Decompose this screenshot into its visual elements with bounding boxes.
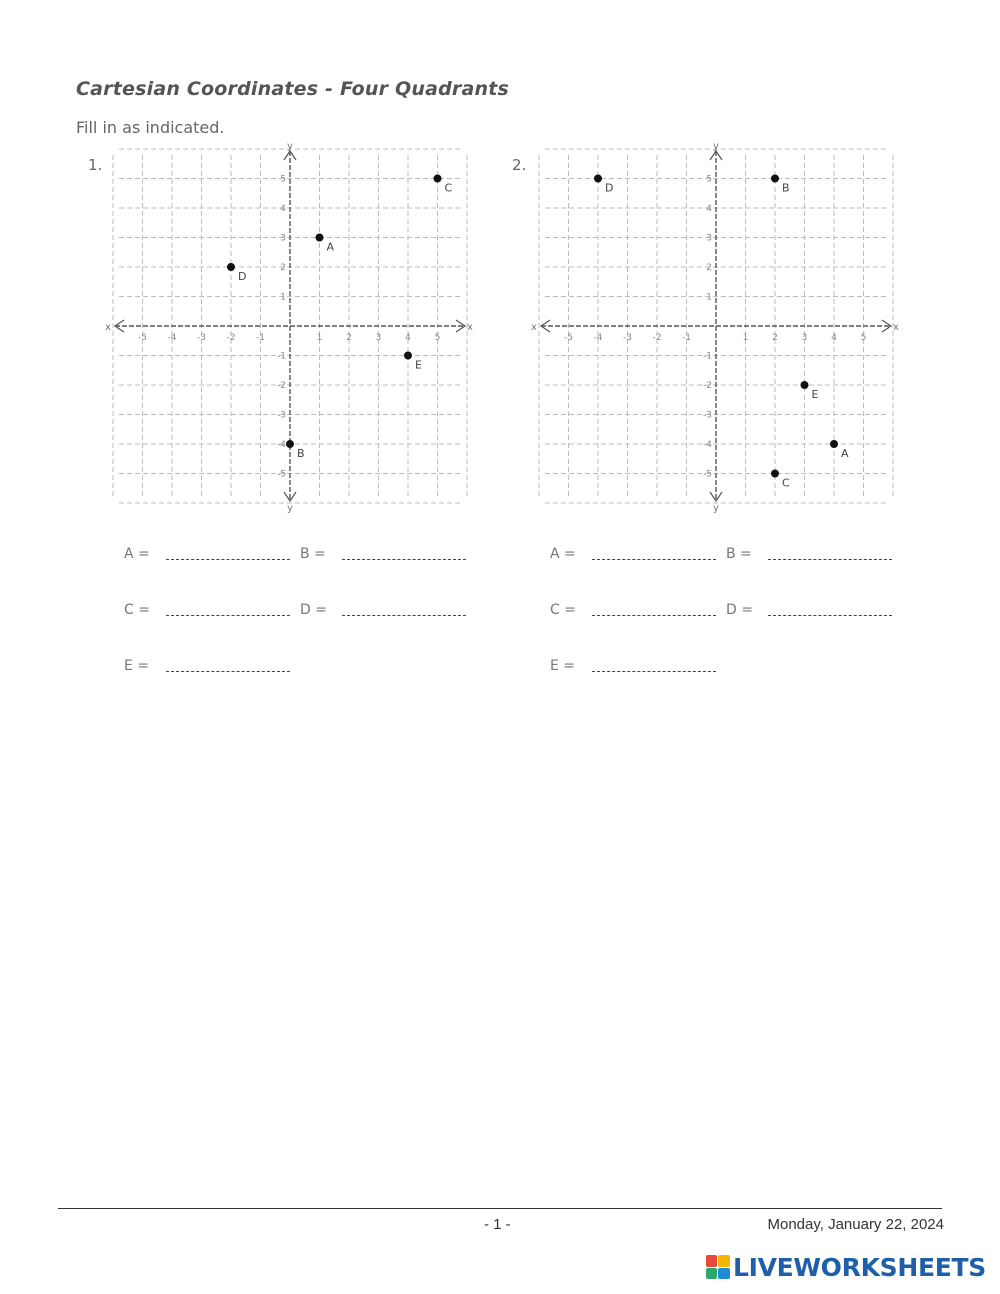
logo-square <box>706 1255 718 1267</box>
answer-label: D = <box>726 602 753 618</box>
x-tick-label: -3 <box>197 333 206 343</box>
y-tick-label: -2 <box>277 381 286 391</box>
y-tick-label: 2 <box>280 263 286 273</box>
y-tick-label: 4 <box>280 204 286 214</box>
logo-square <box>718 1255 730 1267</box>
y-tick-label: 5 <box>706 174 712 185</box>
footer-divider <box>58 1208 942 1209</box>
coordinate-grid-1 <box>104 141 474 524</box>
answer-d <box>300 602 342 618</box>
answer-blank-b[interactable] <box>342 559 466 560</box>
point-d <box>228 264 235 271</box>
problem-number-1: 1. <box>88 156 103 174</box>
answer-label: C = <box>124 602 150 618</box>
x-tick-label: 3 <box>801 333 808 343</box>
y-axis-label: y <box>713 141 719 152</box>
answer-blank-e[interactable] <box>166 671 290 672</box>
brand-name: LIVEWORKSHEETS <box>732 1252 986 1282</box>
answer-blank-c[interactable] <box>166 615 290 616</box>
problem-number-2: 2. <box>512 156 527 174</box>
y-tick-label: -2 <box>703 381 712 391</box>
answer-blank-c[interactable] <box>592 615 716 616</box>
point-label-a: A <box>326 240 335 254</box>
y-tick-label: -4 <box>277 440 286 450</box>
page-number: - 1 - <box>484 1216 511 1233</box>
y-tick-label: -5 <box>277 469 286 480</box>
answer-a <box>550 546 592 562</box>
x-axis-label: x <box>467 322 473 333</box>
answer-blank-e[interactable] <box>592 671 716 672</box>
point-d <box>595 175 602 182</box>
answer-label: E = <box>124 658 150 674</box>
answer-label: B = <box>300 546 326 562</box>
answer-blank-d[interactable] <box>342 615 466 616</box>
answer-label: D = <box>300 602 327 618</box>
answer-e <box>550 658 592 674</box>
point-b <box>287 441 294 448</box>
x-tick-label: -3 <box>623 333 632 343</box>
answer-label: B = <box>726 546 752 562</box>
y-tick-label: 4 <box>706 204 712 214</box>
point-label-d: D <box>605 181 614 195</box>
answer-label: A = <box>124 546 150 562</box>
point-label-e: E <box>811 388 819 401</box>
answer-blank-a[interactable] <box>592 559 716 560</box>
y-tick-label: 1 <box>706 292 712 303</box>
x-tick-label: -4 <box>167 333 177 343</box>
point-b <box>772 175 779 182</box>
y-tick-label: 3 <box>706 233 712 244</box>
y-tick-label: 3 <box>280 233 286 244</box>
point-a <box>831 441 838 448</box>
point-label-b: B <box>297 447 305 460</box>
point-e <box>405 352 412 359</box>
answer-blank-a[interactable] <box>166 559 290 560</box>
x-tick-label: -5 <box>564 333 573 343</box>
answer-b <box>726 546 768 562</box>
answer-c <box>550 602 592 618</box>
point-label-a: A <box>841 447 849 460</box>
answer-label: A = <box>550 546 576 562</box>
y-axis-label: y <box>287 503 293 514</box>
y-tick-label: 2 <box>706 263 712 273</box>
liveworksheets-logo-icon <box>706 1255 730 1279</box>
liveworksheets-logo[interactable] <box>706 1252 986 1282</box>
y-tick-label: -1 <box>277 351 286 362</box>
x-tick-label: 2 <box>772 333 778 343</box>
x-tick-label: -4 <box>593 333 603 343</box>
answer-b <box>300 546 342 562</box>
footer-date: Monday, January 22, 2024 <box>767 1216 944 1233</box>
y-tick-label: 5 <box>280 174 286 185</box>
coordinate-grid-2 <box>530 141 900 524</box>
x-axis-label: x <box>531 322 537 333</box>
y-tick-label: -1 <box>703 351 712 362</box>
x-axis-label: x <box>105 322 111 333</box>
answer-c <box>124 602 166 618</box>
logo-square <box>718 1268 730 1280</box>
x-tick-label: 5 <box>860 333 867 343</box>
x-tick-label: -2 <box>652 333 662 343</box>
x-tick-label: 5 <box>434 333 441 343</box>
point-label-e: E <box>415 358 422 372</box>
worksheet-instruction: Fill in as indicated. <box>76 118 225 137</box>
y-tick-label: -3 <box>277 410 286 421</box>
worksheet-title: Cartesian Coordinates - Four Quadrants <box>76 78 510 100</box>
point-label-b: B <box>782 181 790 195</box>
x-tick-label: -1 <box>256 333 265 343</box>
point-label-c: C <box>782 476 790 490</box>
answer-d <box>726 602 768 618</box>
x-tick-label: 4 <box>405 333 411 343</box>
y-axis-label: y <box>287 141 293 152</box>
answer-blank-d[interactable] <box>768 615 892 616</box>
x-tick-label: -1 <box>682 333 691 343</box>
point-label-d: D <box>238 270 247 283</box>
answer-a <box>124 546 166 562</box>
answer-blank-b[interactable] <box>768 559 892 560</box>
answer-label: E = <box>550 658 576 674</box>
point-c <box>434 175 441 182</box>
point-c <box>772 470 779 477</box>
y-tick-label: -3 <box>703 410 712 421</box>
x-tick-label: 1 <box>742 333 749 343</box>
point-a <box>316 234 323 241</box>
point-label-c: C <box>444 181 453 195</box>
x-tick-label: -5 <box>138 333 147 343</box>
point-e <box>801 382 808 389</box>
answer-label: C = <box>550 602 576 618</box>
x-tick-label: -2 <box>226 333 236 343</box>
x-tick-label: 2 <box>346 333 352 343</box>
y-axis-label: y <box>713 503 719 514</box>
x-tick-label: 4 <box>831 333 837 343</box>
logo-square <box>706 1268 718 1280</box>
y-tick-label: -5 <box>703 469 712 480</box>
x-axis-label: x <box>893 322 899 333</box>
x-tick-label: 3 <box>375 333 382 343</box>
y-tick-label: -4 <box>703 440 712 450</box>
answer-e <box>124 658 166 674</box>
y-tick-label: 1 <box>280 292 286 303</box>
x-tick-label: 1 <box>316 333 323 343</box>
